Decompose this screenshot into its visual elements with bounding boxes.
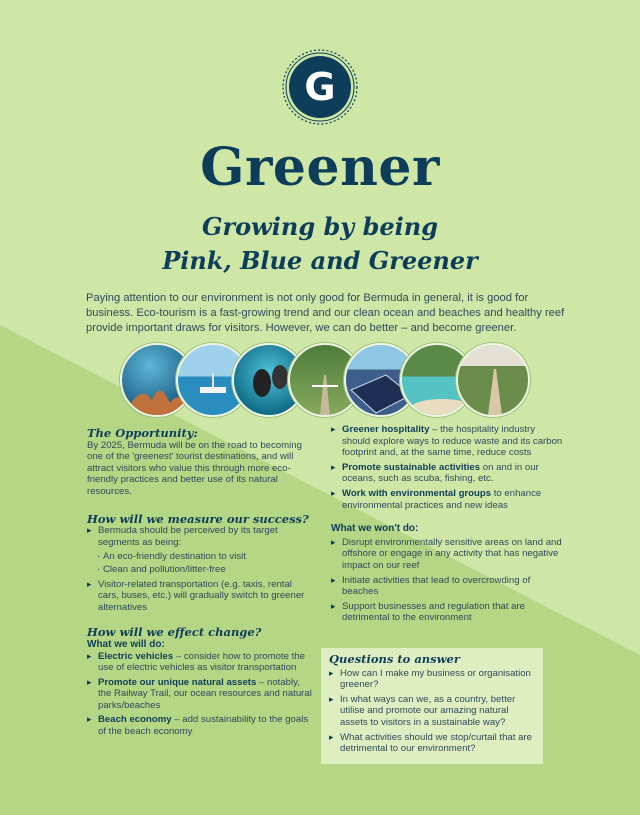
photo-strip <box>120 343 525 417</box>
page-title: Greener <box>200 137 440 198</box>
subtitle-line-2: Pink, Blue and Greener <box>162 246 478 275</box>
list-item: ▸ Support businesses and regulation that are detrimental to the environment <box>331 601 563 624</box>
effect-heading: How will we effect change? <box>87 625 262 640</box>
questions-box <box>321 648 543 764</box>
list-item: · An eco-friendly destination to visit <box>87 551 312 563</box>
list-item: ▸ Promote sustainable activities on and in our oceans, such as scuba, fishing, etc. <box>331 462 563 485</box>
will-do-heading: What we will do: <box>87 638 165 650</box>
list-item: ▸ Initiate activities that lead to overcrowding of beaches <box>331 575 563 598</box>
opportunity-heading: The Opportunity: <box>87 426 198 440</box>
greener-logo <box>280 47 360 127</box>
list-item: ▸ Disrupt environmentally sensitive areas on land and offshore or engage in any activity that has negative impact on our reef <box>331 537 563 572</box>
intro-paragraph: Paying attention to our environment is not only good for Bermuda in general, it is good for business. Eco-tourism is a fast-growing trend and our clean ocean and beaches and healthy reef provide important draws for visitors. However, we can do better – and become greener. <box>86 292 565 335</box>
logo-letter: G <box>304 65 336 109</box>
measure-list <box>87 525 312 613</box>
list-item: ▸ Promote our unique natural assets – notably, the Railway Trail, our ocean resources and natural parks/beaches <box>87 677 312 712</box>
will-do-list-continued <box>331 424 563 511</box>
list-item: · Clean and pollution/litter-free <box>87 564 312 576</box>
will-do-list <box>87 651 312 738</box>
list-item: ▸ Work with environmental groups to enhance environmental practices and new ideas <box>331 488 563 511</box>
questions-heading: Questions to answer <box>329 652 460 666</box>
right-column <box>331 424 563 627</box>
garden-path-photo <box>456 343 530 417</box>
list-item: ▸ Visitor-related transportation (e.g. taxis, rental cars, buses, etc.) will gradually switch to greener alternatives <box>87 579 312 614</box>
list-item: ▸ Greener hospitality – the hospitality industry should explore ways to reduce waste and its carbon footprint and, at the same time, reduce costs <box>331 424 563 459</box>
list-item: ▸ Beach economy – add sustainability to the goals of the beach economy <box>87 714 312 737</box>
wont-do-list <box>331 537 563 624</box>
list-item: ▸ Electric vehicles – consider how to promote the use of electric vehicles as visitor transportation <box>87 651 312 674</box>
list-item: ▸ What activities should we stop/curtail that are detrimental to our environment? <box>329 732 535 755</box>
list-item: ▸ In what ways can we, as a country, better utilise and promote our amazing natural assets to visitors in a sustainable way? <box>329 694 535 729</box>
left-column <box>87 428 312 741</box>
list-item: ▸ Bermuda should be perceived by its target segments as being: <box>87 525 312 548</box>
questions-list <box>329 668 535 755</box>
list-item: ▸ How can I make my business or organisation greener? <box>329 668 535 691</box>
opportunity-text: By 2025, Bermuda will be on the road to becoming one of the 'greenest' tourist destinations, and will attract visitors who value this through more eco-friendly practices and better use of its natural resources. <box>87 439 302 497</box>
measure-heading: How will we measure our success? <box>87 511 309 526</box>
subtitle-line-1: Growing by being <box>202 212 438 241</box>
wont-do-heading: What we won't do: <box>331 523 419 535</box>
